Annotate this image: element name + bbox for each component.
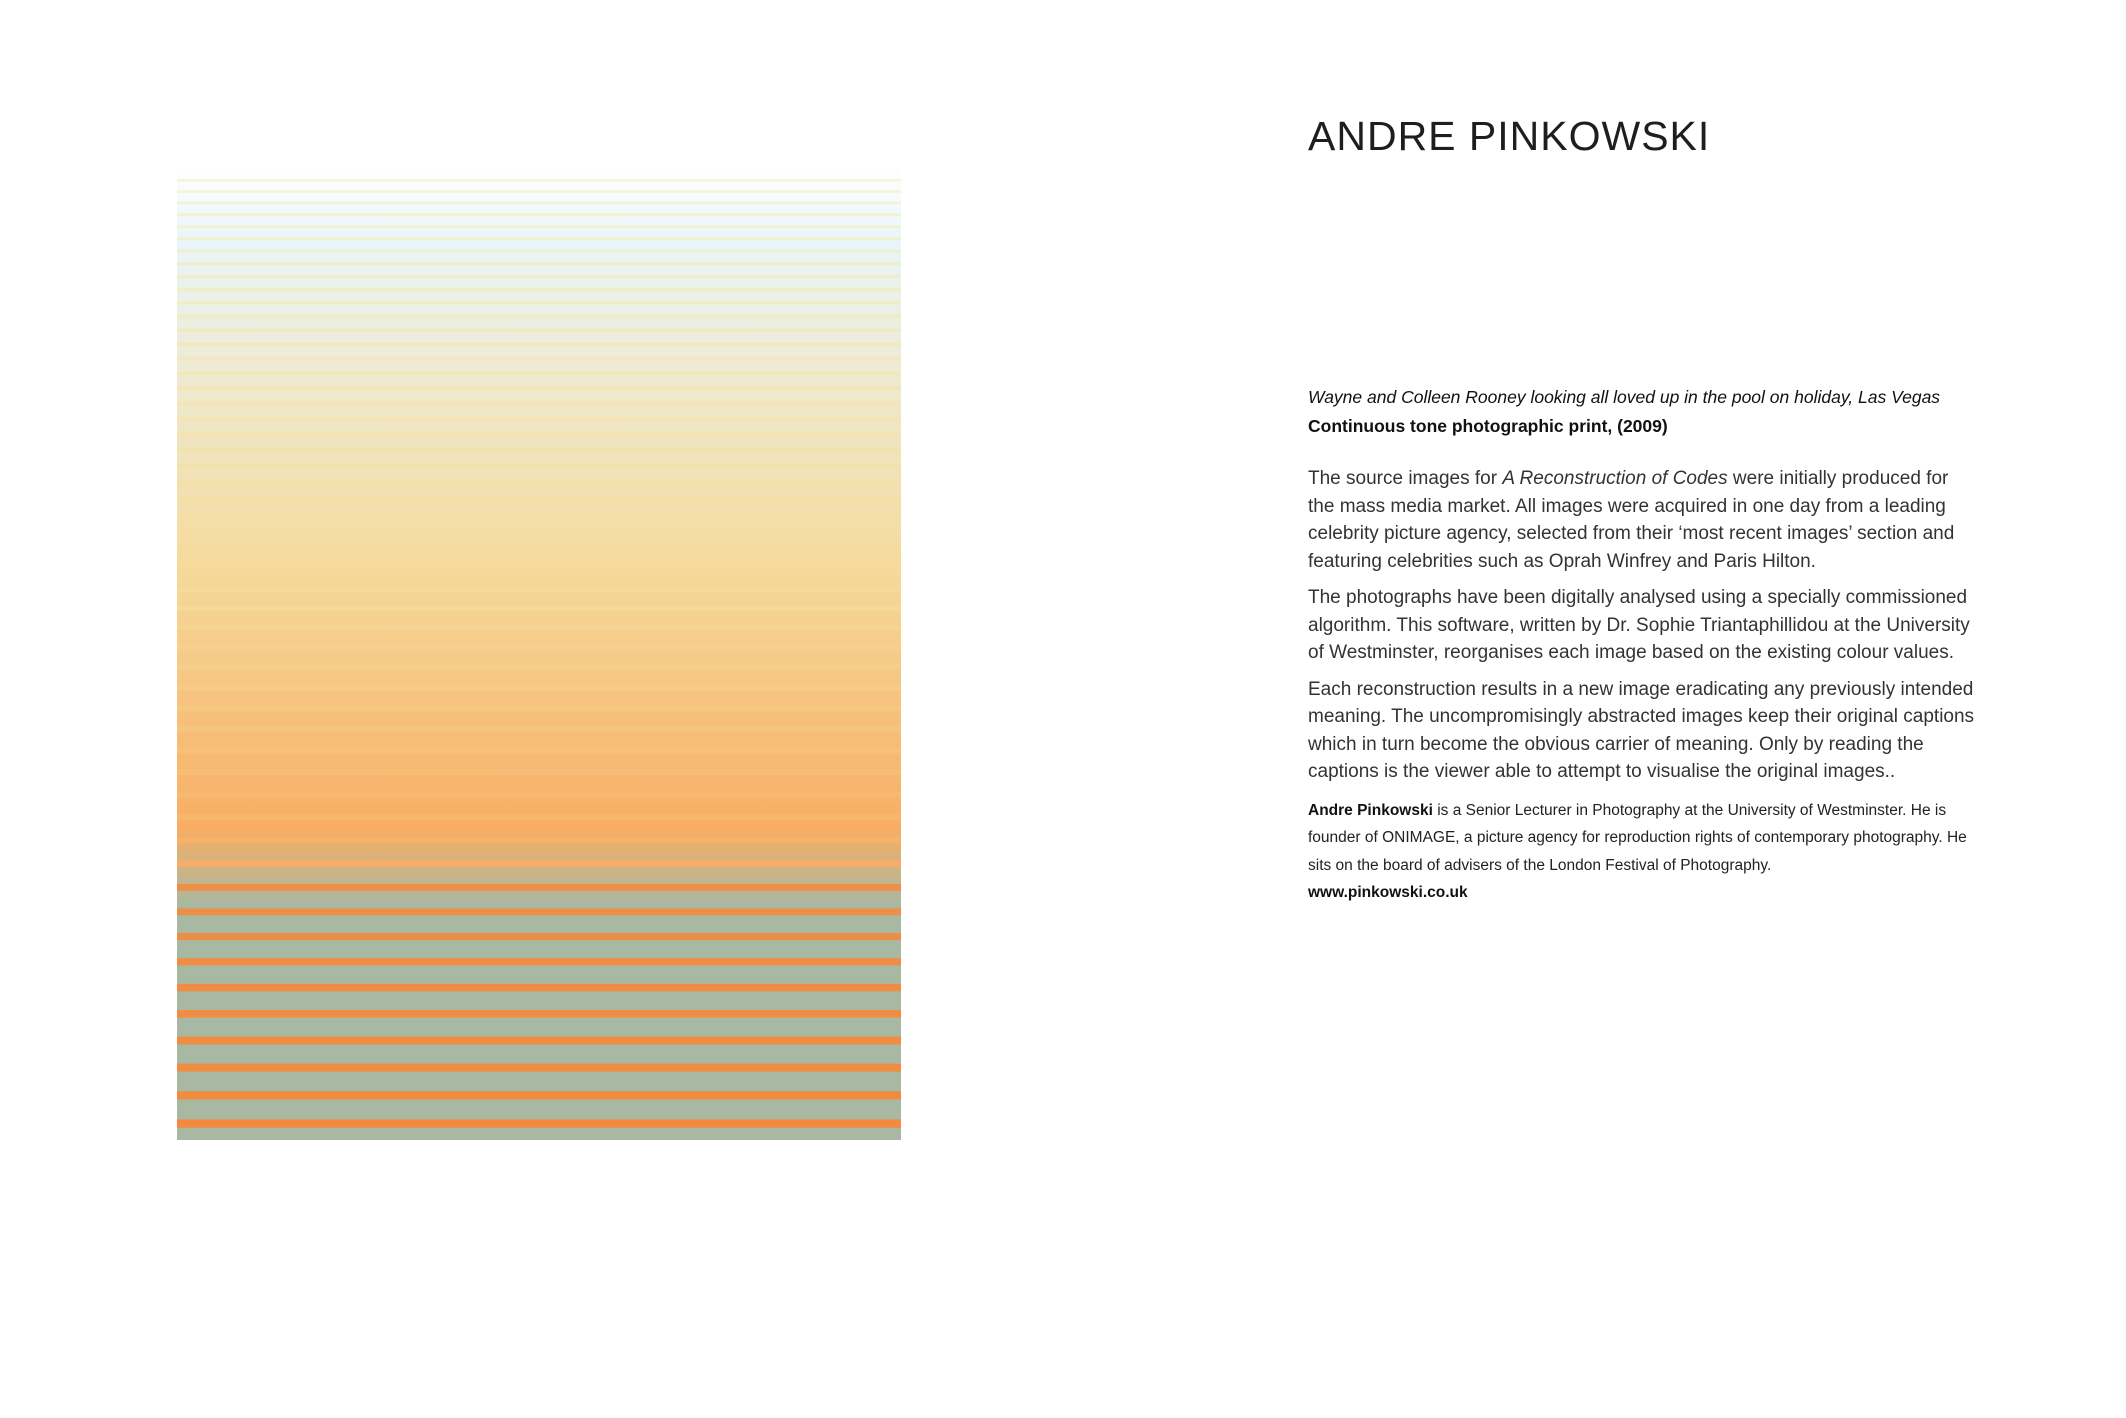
artwork-stripe	[177, 179, 901, 182]
artwork-stripe	[177, 644, 901, 649]
artwork-stripe	[177, 481, 901, 485]
artwork-stripe	[177, 1010, 901, 1018]
artwork-stripe	[177, 515, 901, 520]
artwork-stripe	[177, 1091, 901, 1099]
artwork-stripe	[177, 386, 901, 390]
artwork-stripe	[177, 448, 901, 452]
artwork-stripe	[177, 1037, 901, 1045]
artwork-stripe	[177, 372, 901, 376]
artwork-stripe	[177, 533, 901, 538]
artwork-stripe	[177, 791, 901, 797]
bio-artist-name: Andre Pinkowski	[1308, 801, 1433, 819]
series-title: A Reconstruction of Codes	[1502, 468, 1728, 490]
artwork-stripe	[177, 417, 901, 421]
artwork-stripe	[177, 837, 901, 844]
artwork-stripe	[177, 908, 901, 915]
description-paragraph-3: Each reconstruction results in a new image eradicating any previously intended meaning. The uncompromisingly abstracted images keep their original captions which in turn become the obvious carrier of meaning. Only by reading the captions is the viewer able to attempt to visualise the original images..	[1308, 678, 1975, 783]
artwork-stripe	[177, 498, 901, 502]
artwork-stripe	[177, 569, 901, 574]
artwork-stripe	[177, 984, 901, 991]
description-paragraph-1: The source images for A Reconstruction of Codes were initially produced for the mass media market. All images were acquired in one day from a leading celebrity picture agency, selected from their ‘most recent images’ section and featuring celebrities such as Oprah Winfrey and Paris Hilton.	[1308, 468, 1955, 572]
artwork-stripe	[177, 315, 901, 318]
artwork-stripe	[177, 769, 901, 775]
artwork-stripe	[177, 884, 901, 891]
artwork-stripe	[177, 213, 901, 216]
artwork-stripe	[177, 814, 901, 820]
artwork-stripe	[177, 250, 901, 253]
artwork-background	[177, 165, 901, 1140]
artwork-stripe	[177, 1119, 901, 1127]
artwork-stripe	[177, 465, 901, 469]
artwork-stripe	[177, 237, 901, 240]
artwork-stripe	[177, 958, 901, 965]
artwork-stripe	[177, 726, 901, 732]
artwork-stripe	[177, 343, 901, 347]
artwork-stripe	[177, 190, 901, 193]
artist-bio	[1308, 797, 1980, 907]
artwork-stripe	[177, 684, 901, 690]
artwork-stripe	[177, 202, 901, 205]
text-column	[1308, 112, 1980, 907]
artwork-stripe	[177, 357, 901, 361]
artwork-stripe	[177, 288, 901, 291]
bio-text: is a Senior Lecturer in Photography at the University of Westminster. He is founder of ONIMAGE, a picture agency for reproduction rights of contemporary photography. He sits on the board of advisers of the London Festival of Photography.	[1308, 801, 1967, 874]
description-paragraph-2: The photographs have been digitally analysed using a specially commissioned algorithm. This software, written by Dr. Sophie Triantaphillidou at the University of Westminster, reorganises each image based on the existing colour values.	[1308, 587, 1970, 664]
website-link[interactable]: www.pinkowski.co.uk	[1308, 884, 1468, 902]
artwork-medium: Continuous tone photographic print, (2009)	[1308, 416, 1668, 437]
artwork-stripe	[177, 664, 901, 670]
artist-name-heading: ANDRE PINKOWSKI	[1308, 113, 1711, 159]
artwork-stripe	[177, 275, 901, 278]
artwork-stripe	[177, 705, 901, 711]
artwork-description	[1308, 465, 1980, 786]
artwork-stripe	[177, 433, 901, 437]
artwork-caption	[1308, 383, 1980, 441]
artwork-stripe	[177, 301, 901, 304]
artwork-stripe	[177, 587, 901, 592]
artwork-title: Wayne and Colleen Rooney looking all loved up in the pool on holiday, Las Vegas	[1308, 387, 1941, 408]
artwork-image	[177, 165, 901, 1140]
artwork-stripe	[177, 550, 901, 555]
artwork-stripe	[177, 225, 901, 228]
artwork-stripe	[177, 262, 901, 265]
artwork-stripe	[177, 606, 901, 611]
artwork-stripe	[177, 860, 901, 867]
artwork-stripe	[177, 933, 901, 940]
stripe-artwork	[177, 165, 901, 1140]
artwork-stripe	[177, 401, 901, 405]
artwork-stripe	[177, 625, 901, 630]
artwork-stripe	[177, 747, 901, 753]
artwork-stripe	[177, 1064, 901, 1072]
artwork-stripe	[177, 329, 901, 332]
